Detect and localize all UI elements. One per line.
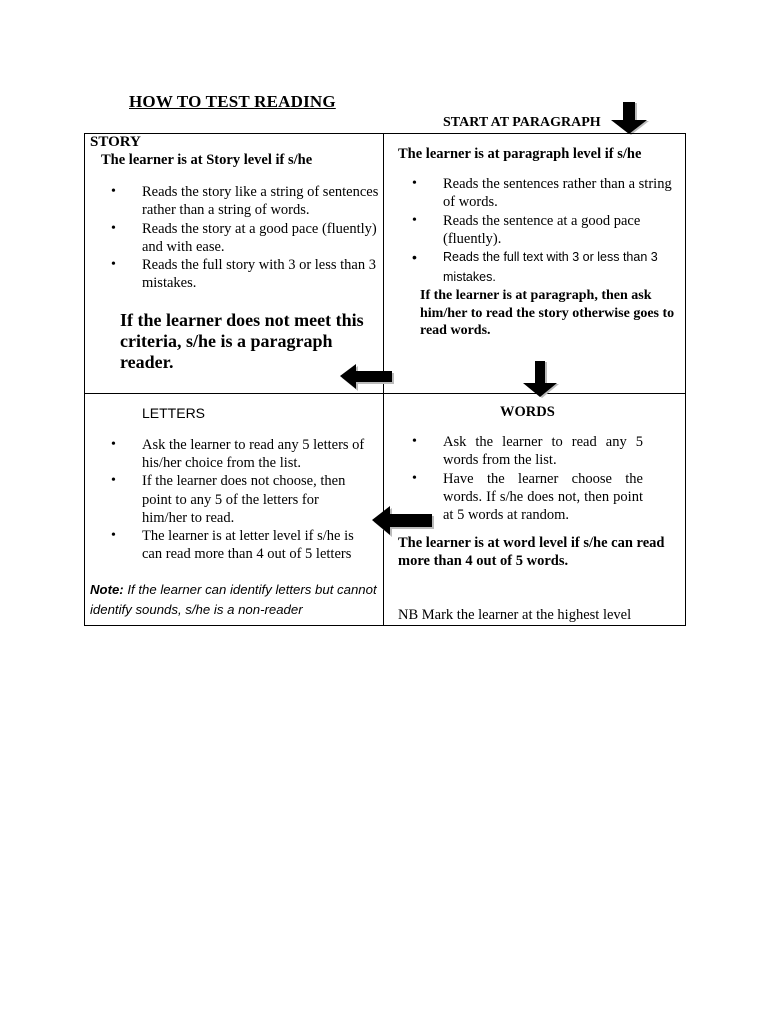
note-label: Note: bbox=[90, 582, 124, 597]
story-criteria-note: If the learner does not meet this criteria, s/he is a paragraph reader. bbox=[120, 310, 364, 372]
page-title: HOW TO TEST READING bbox=[129, 92, 336, 111]
words-note: The learner is at word level if s/he can read more than 4 out of 5 words. bbox=[398, 535, 665, 570]
list-item: • Reads the sentences rather than a string of words. bbox=[407, 175, 677, 212]
arrow-left-icon bbox=[338, 360, 396, 394]
list-item: • Have the learner choose the words. If s/he does not, then point at 5 words at random. bbox=[407, 470, 643, 525]
note-text: If the learner can identify letters but cannot identify sounds, s/he is a non-reader bbox=[90, 582, 377, 617]
letters-note bbox=[90, 580, 380, 620]
list-item: • Ask the learner to read any 5 words from the list. bbox=[407, 433, 643, 470]
story-heading: STORY bbox=[90, 134, 141, 150]
list-item: • If the learner does not choose, then point to any 5 of the letters for him/her to read. bbox=[106, 472, 366, 527]
list-item: • The learner is at letter level if s/he is can read more than 4 out of 5 letters bbox=[106, 527, 366, 563]
paragraph-criteria-list bbox=[407, 175, 677, 287]
paragraph-note: If the learner is at paragraph, then ask him/her to read the story otherwise goes to read words. bbox=[420, 288, 675, 339]
letters-criteria-list bbox=[106, 436, 366, 563]
list-item: • Reads the full text with 3 or less than 3 mistakes. bbox=[407, 248, 677, 287]
nb-note: NB Mark the learner at the highest level bbox=[398, 607, 632, 623]
list-item: • Reads the full story with 3 or less than 3 mistakes. bbox=[106, 256, 381, 293]
list-item: • Ask the learner to read any 5 letters of his/her choice from the list. bbox=[106, 436, 366, 472]
start-at-paragraph-label: START AT PARAGRAPH bbox=[443, 115, 601, 130]
paragraph-subheading: The learner is at paragraph level if s/he bbox=[398, 146, 642, 162]
story-subheading: The learner is at Story level if s/he bbox=[101, 152, 313, 168]
arrow-down-icon bbox=[520, 359, 562, 399]
list-item: • Reads the story at a good pace (fluently) and with ease. bbox=[106, 220, 381, 257]
words-heading: WORDS bbox=[500, 404, 555, 420]
list-item: • Reads the story like a string of sentences rather than a string of words. bbox=[106, 183, 381, 220]
list-item: • Reads the sentence at a good pace (fluently). bbox=[407, 212, 677, 249]
words-criteria-list bbox=[407, 433, 643, 524]
arrow-down-icon bbox=[609, 100, 651, 136]
letters-heading: LETTERS bbox=[142, 405, 206, 421]
story-criteria-list bbox=[106, 183, 381, 293]
